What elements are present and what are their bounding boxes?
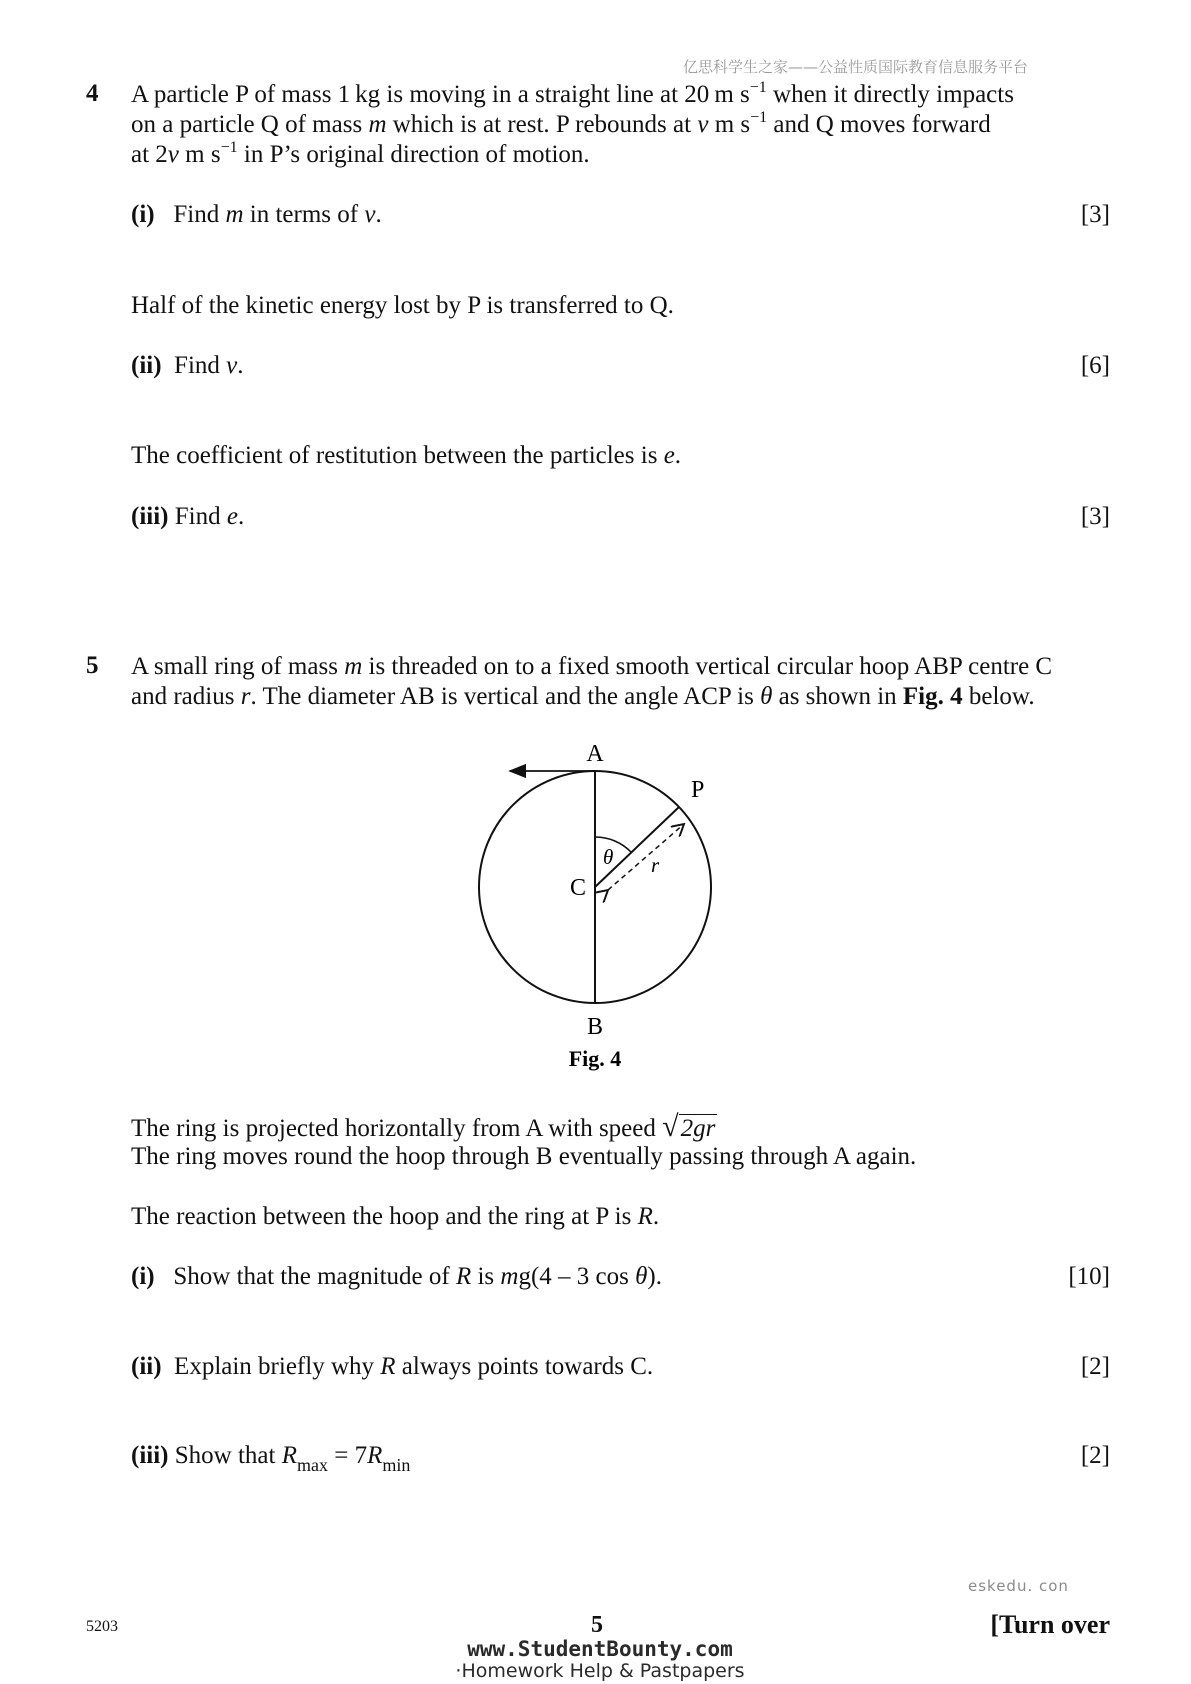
sqrt-symbol: √ — [662, 1110, 679, 1143]
label-P: P — [691, 777, 705, 803]
studentbounty-logo — [440, 1638, 760, 1682]
question-5-part-ii: (ii) Explain briefly why R always points towards C. — [131, 1353, 654, 1380]
label-B: B — [586, 1014, 604, 1040]
header-watermark: 亿思科学生之家——公益性质国际教育信息服务平台 — [683, 58, 1029, 76]
question-5-part-i-marks: [10] — [1068, 1263, 1110, 1290]
studentbounty-url: www.StudentBounty.com — [467, 1637, 733, 1661]
question-4-line-1: A particle P of mass 1 kg is moving in a straight line at 20 m $s^{-1}$ when it directly impacts — [131, 79, 1014, 108]
label-r: r — [651, 853, 660, 877]
question-4-part-i-marks: [3] — [1080, 201, 1110, 228]
page-number: 5 — [591, 1612, 603, 1638]
question-5-part-iii-marks: [2] — [1080, 1442, 1110, 1469]
question-5-reaction: The reaction between the hoop and the ring at P is R. — [131, 1203, 660, 1230]
question-4-part-ii-marks: [6] — [1080, 352, 1110, 379]
paper-code: 5203 — [86, 1618, 118, 1635]
label-C: C — [569, 875, 586, 901]
studentbounty-tagline: ·Homework Help & Pastpapers — [455, 1660, 745, 1682]
question-4-part-ii: (ii) Find v. — [131, 352, 244, 379]
question-4-line-2: on a particle Q of mass m which is at rest. P rebounds at v m $s^{-1}$ and Q moves forward — [131, 109, 991, 138]
question-5-moves: The ring moves round the hoop through B eventually passing through A again. — [131, 1143, 917, 1170]
figure-caption: Fig. 4 — [568, 1046, 622, 1071]
question-5-line-1: A small ring of mass m is threaded on to a fixed smooth vertical circular hoop ABP centre C — [131, 653, 1053, 680]
label-A: A — [586, 741, 604, 767]
question-5-number: 5 — [86, 652, 99, 679]
question-4-number: 4 — [86, 80, 99, 107]
question-4-info-ke: Half of the kinetic energy lost by P is transferred to Q. — [131, 292, 674, 319]
question-5-line-2: and radius r. The diameter AB is vertical and the angle ACP is θ as shown in Fig. 4 below. — [131, 683, 1035, 710]
question-4-line-3: at 2v m $s^{-1}$ in P’s original direction of motion. — [131, 139, 590, 168]
question-5-part-ii-marks: [2] — [1080, 1353, 1110, 1380]
question-5-part-i: (i) Show that the magnitude of R is mg(4 – 3 cos θ). — [131, 1263, 662, 1290]
question-4-info-restitution: The coefficient of restitution between the particles is e. — [131, 442, 682, 469]
question-5-projection: The ring is projected horizontally from A with speed √2gr — [131, 1110, 716, 1143]
question-4-part-iii-marks: [3] — [1080, 503, 1110, 530]
figure-4-hoop-diagram — [460, 735, 730, 1075]
eskedu-watermark: eskedu. con — [968, 1577, 1069, 1595]
question-5-part-iii: (iii) Show that $R_{max} = 7R_{min}$ — [131, 1442, 411, 1475]
label-theta: θ — [603, 845, 614, 869]
question-4-part-i: (i) Find m in terms of v. — [131, 201, 382, 228]
question-4-part-iii: (iii) Find e. — [131, 503, 245, 530]
turn-over: [Turn over — [990, 1610, 1110, 1639]
r-dimension-arrow — [608, 824, 684, 890]
